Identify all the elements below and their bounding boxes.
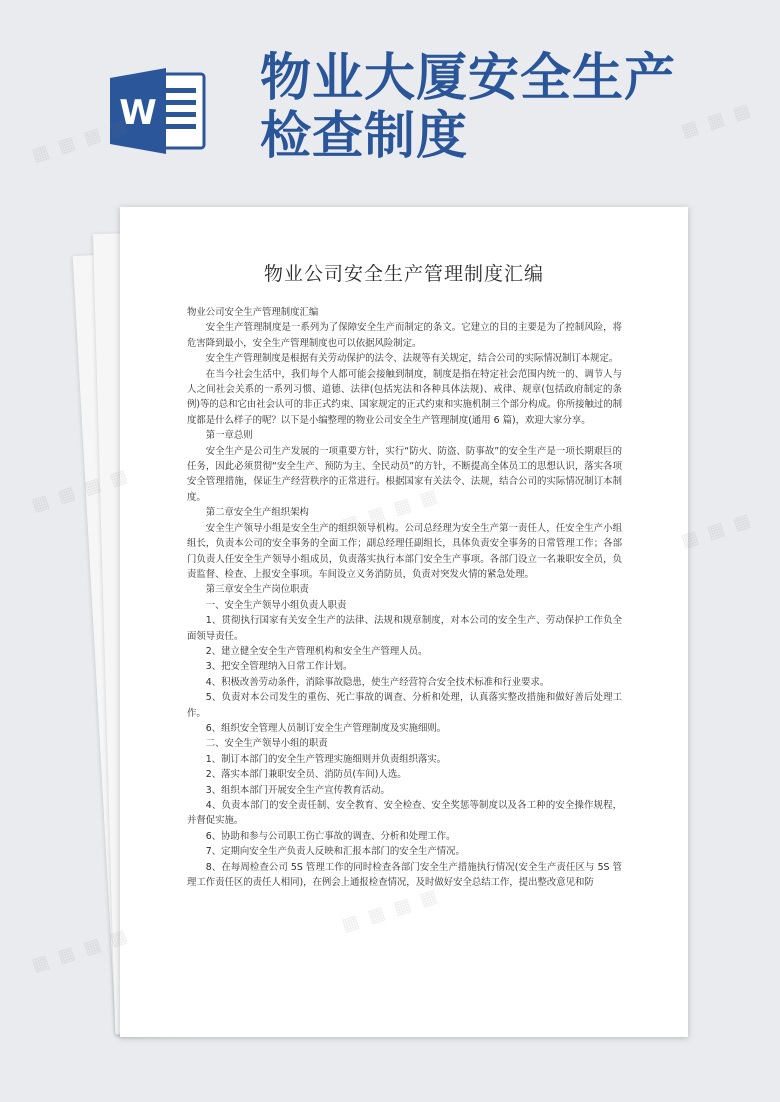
paragraph: 1、贯彻执行国家有关安全生产的法律、法规和规章制度，对本公司的安全生产、劳动保护工作负全面领导责任。 [187,615,622,642]
paragraph: 物业公司安全生产管理制度汇编 [187,307,319,318]
paragraph: 3、把安全管理纳入日常工作计划。 [205,661,353,673]
paragraph: 6、协助和参与公司职工伤亡事故的调查、分析和处理工作。 [205,830,456,842]
paragraph: 4、积极改善劳动条件，消除事故隐患，使生产经营符合安全技术标准和行业要求。 [205,676,550,688]
paragraph: 一、安全生产领导小组负责人职责 [205,599,347,611]
paragraph: 在当今社会生活中，我们每个人都可能会接触到制度，制度是指在特定社会范围内统一的、调节人与人之间社会关系的一系列习惯、道德、法律(包括宪法和各种具体法规)、戒律、规章(包括政府制定的条例)等的总和它由社会认可的非正式约束、国家规定的正式约束和实施机制三个部分构成。你所接触过的制度都是什么样子的呢？以下是小编整理的物业公司安全生产管理制度(通用 6 篇)，欢迎大家分享。 [187,368,622,426]
paragraph: 安全生产领导小组是安全生产的组织领导机构。公司总经理为安全生产第一责任人，任安全生产小组组长，负责本公司的安全事务的全面工作；副总经理任副组长，具体负责安全事务的日常管理工作；各部门负责人任安全生产领导小组成员，负责落实执行本部门安全生产事项。各部门设立一名兼职安全员，负责监督、检查、上报安全事项。车间设立义务消防员，负责对突发火情的紧急处理。 [187,522,622,580]
paragraph: 安全生产是公司生产发展的一项重要方针，实行“防火、防盗、防事故”的安全生产是一项长期艰巨的任务，因此必须贯彻“安全生产、预防为主、全民动员”的方针，不断提高全体员工的思想认识，落实各项安全管理措施，保证生产经营秩序的正常进行。根据国家有关法令、法规，结合公司的实际情况制订本制度。 [187,445,622,503]
paragraph: 安全生产管理制度是根据有关劳动保护的法令、法规等有关规定，结合公司的实际情况制订本规定。 [205,353,619,365]
page-title: 物业公司安全生产管理制度汇编 [263,263,544,285]
paragraph: 1、制订本部门的安全生产管理实施细则并负责组织落实。 [205,753,447,765]
paragraph: 3、组织本部门开展安全生产宣传教育活动。 [205,784,390,796]
watermark-decoration: ▦ ▦ ▦ [678,99,756,142]
word-logo-icon [110,66,208,156]
paragraph: 2、落实本部门兼职安全员、消防员(车间)人选。 [205,769,407,781]
document-body [187,305,622,890]
watermark-decoration: ▦ ▦ ▦ ▦ [29,464,132,517]
paragraph: 4、负责本部门的安全责任制、安全教育、安全检查、安全奖惩等制度以及各工种的安全操作规程，并督促实施。 [187,800,622,827]
watermark-decoration: ▦ ▦ ▦ ▦ [29,924,132,977]
paragraph: 二、安全生产领导小组的职责 [205,738,328,750]
paragraph: 安全生产管理制度是一系列为了保障安全生产而制定的条文。它建立的目的主要是为了控制风险，将危害降到最小，安全生产管理制度也可以依据风险制定。 [187,322,622,349]
paragraph: 7、定期向安全生产负责人反映和汇报本部门的安全生产情况。 [205,846,465,858]
paragraph: 第一章总则 [205,430,253,442]
svg-text:W: W [119,93,157,133]
heading-line-1: 物业大厦安全生产 [260,49,677,108]
document-heading [260,50,770,166]
paragraph: 第三章安全生产岗位职责 [205,584,309,596]
paragraph: 5、负责对本公司发生的重伤、死亡事故的调查、分析和处理，认真落实整改措施和做好善后处理工作。 [187,692,622,719]
paragraph: 6、组织安全管理人员制订安全生产管理制度及实施细则。 [205,722,447,734]
watermark-decoration: ▦ ▦ ▦ [678,509,756,552]
heading-line-2: 检查制度 [260,107,469,166]
paragraph: 2、建立健全安全生产管理机构和安全生产管理人员。 [205,645,428,657]
header [0,0,780,205]
document-page [120,207,688,1037]
watermark-decoration: ▦ ▦ ▦ ▦ [29,114,132,167]
paragraph: 8、在每周检查公司 5S 管理工作的同时检查各部门安全生产措施执行情况(安全生产责任区与 5S 管理工作责任区的责任人相同)，在例会上通报检查情况，及时做好安全总结工作，提出整改意见和防 [187,861,622,889]
paragraph: 第二章安全生产组织架构 [205,507,309,519]
